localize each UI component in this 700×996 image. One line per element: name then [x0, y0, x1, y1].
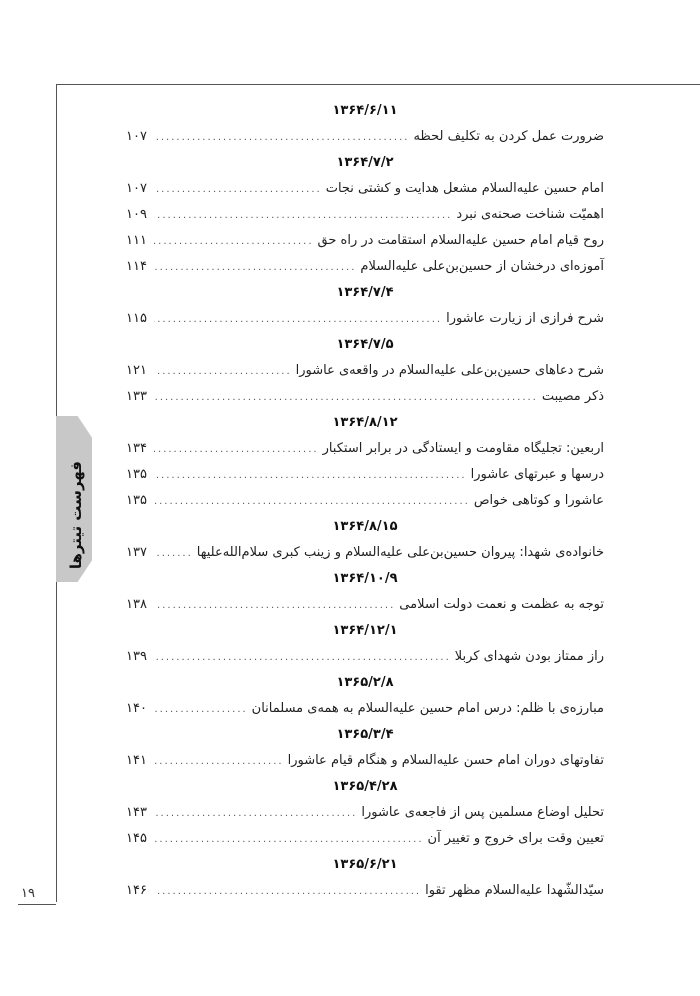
- section-date: ۱۳۶۴/۷/۴: [336, 285, 394, 300]
- dot-leader: [154, 359, 292, 385]
- section-date: ۱۳۶۴/۱۲/۱: [332, 623, 398, 638]
- dot-leader: [154, 385, 538, 411]
- dot-leader: [154, 307, 442, 333]
- toc-entry: [126, 826, 604, 852]
- dot-leader: [154, 749, 284, 775]
- entry-title: تفاوتهای دوران امام حسن علیه‌السلام و هنگام قیام عاشورا: [287, 753, 604, 768]
- dot-leader: [154, 541, 193, 567]
- toc-entry: [126, 124, 604, 150]
- toc-entry: [126, 436, 604, 462]
- dot-leader: [154, 463, 467, 489]
- entry-title: اهمیّت شناخت صحنه‌ی نبرد: [456, 207, 604, 222]
- table-of-contents: [126, 98, 604, 904]
- dot-leader: [154, 593, 395, 619]
- entry-title: سیّدالشّهدا علیه‌السلام مظهر تقوا: [425, 883, 604, 898]
- section-date: ۱۳۶۴/۶/۱۱: [332, 103, 398, 118]
- toc-entry: [126, 592, 604, 618]
- entry-page: ۱۰۹: [126, 207, 147, 222]
- page-number: ۱۹: [21, 886, 35, 901]
- entry-page: ۱۲۱: [126, 363, 147, 378]
- entry-page: ۱۱۵: [126, 311, 147, 326]
- entry-title: شرح فرازی از زیارت عاشورا: [446, 311, 604, 326]
- entry-page: ۱۰۷: [126, 181, 147, 196]
- entry-title: مبارزه‌ی با ظلم: درس امام حسین علیه‌السلام به همه‌ی مسلمانان: [251, 701, 604, 716]
- entry-title: توجه به عظمت و نعمت دولت اسلامی: [399, 597, 604, 612]
- section-date: ۱۳۶۵/۳/۴: [336, 727, 394, 742]
- section-date: ۱۳۶۴/۸/۱۵: [332, 519, 398, 534]
- entry-page: ۱۳۸: [126, 597, 147, 612]
- toc-entry: [126, 540, 604, 566]
- section-date: ۱۳۶۴/۷/۲: [336, 155, 394, 170]
- entry-page: ۱۴۳: [126, 805, 147, 820]
- toc-entry: [126, 228, 604, 254]
- toc-entry: [126, 748, 604, 774]
- entry-page: ۱۳۹: [126, 649, 147, 664]
- entry-page: ۱۳۴: [126, 441, 147, 456]
- toc-entry: [126, 488, 604, 514]
- entry-title: تعیین وقت برای خروج و تغییر آن: [427, 831, 604, 846]
- toc-entry: [126, 800, 604, 826]
- dot-leader: [154, 489, 470, 515]
- entry-page: ۱۳۵: [126, 467, 147, 482]
- toc-entry: [126, 878, 604, 904]
- dot-leader: [154, 645, 451, 671]
- side-tab-label: فهرست‌ تیترها: [67, 461, 85, 570]
- entry-page: ۱۳۷: [126, 545, 147, 560]
- entry-title: خانواده‌ی شهدا: پیروان حسین‌بن‌علی علیه‌السلام و زینب کبری سلام‌الله‌علیها: [196, 545, 604, 560]
- section-date: ۱۳۶۵/۶/۲۱: [332, 857, 398, 872]
- entry-page: ۱۱۱: [126, 233, 147, 248]
- toc-entry: [126, 384, 604, 410]
- entry-title: امام حسین علیه‌السلام مشعل هدایت و کشتی نجات: [325, 181, 604, 196]
- entry-title: اربعین: تجلیگاه مقاومت و ایستادگی در برابر استکبار: [322, 441, 604, 456]
- entry-page: ۱۴۶: [126, 883, 147, 898]
- dot-leader: [154, 177, 322, 203]
- entry-title: آموزه‌ای درخشان از حسین‌بن‌علی علیه‌السلام: [360, 259, 604, 274]
- toc-entry: [126, 696, 604, 722]
- entry-title: شرح دعاهای حسین‌بن‌علی علیه‌السلام در واقعه‌ی عاشورا: [295, 363, 604, 378]
- entry-title: ضرورت عمل کردن به تکلیف لحظه: [413, 129, 604, 144]
- entry-page: ۱۴۰: [126, 701, 147, 716]
- entry-page: ۱۳۳: [126, 389, 147, 404]
- toc-entry: [126, 462, 604, 488]
- entry-page: ۱۴۱: [126, 753, 147, 768]
- dot-leader: [154, 125, 409, 151]
- entry-title: ذکر مصیبت: [541, 389, 604, 404]
- entry-title: درسها و عبرتهای عاشورا: [470, 467, 604, 482]
- entry-title: عاشورا و کوتاهی خواص: [473, 493, 604, 508]
- dot-leader: [154, 879, 421, 905]
- entry-page: ۱۴۵: [126, 831, 147, 846]
- toc-entry: [126, 254, 604, 280]
- toc-entry: [126, 202, 604, 228]
- entry-page: ۱۰۷: [126, 129, 147, 144]
- entry-title: روح قیام امام حسین علیه‌السلام استقامت در راه حق: [317, 233, 604, 248]
- dot-leader: [154, 827, 424, 853]
- dot-leader: [154, 437, 319, 463]
- dot-leader: [154, 229, 314, 255]
- toc-entry: [126, 306, 604, 332]
- toc-entry: [126, 644, 604, 670]
- dot-leader: [154, 203, 452, 229]
- section-date: ۱۳۶۴/۸/۱۲: [332, 415, 398, 430]
- section-date: ۱۳۶۴/۱۰/۹: [332, 571, 398, 586]
- dot-leader: [154, 697, 248, 723]
- entry-page: ۱۳۵: [126, 493, 147, 508]
- toc-entry: [126, 358, 604, 384]
- frame-top-rule: [56, 84, 700, 85]
- page-number-rule: [18, 904, 56, 905]
- toc-entry: [126, 176, 604, 202]
- dot-leader: [154, 801, 357, 827]
- dot-leader: [154, 255, 356, 281]
- entry-title: راز ممتاز بودن شهدای کربلا: [454, 649, 604, 664]
- entry-page: ۱۱۴: [126, 259, 147, 274]
- section-date: ۱۳۶۵/۴/۲۸: [332, 779, 398, 794]
- entry-title: تحلیل اوضاع مسلمین پس از فاجعه‌ی عاشورا: [361, 805, 604, 820]
- section-date: ۱۳۶۵/۲/۸: [336, 675, 394, 690]
- section-date: ۱۳۶۴/۷/۵: [336, 337, 394, 352]
